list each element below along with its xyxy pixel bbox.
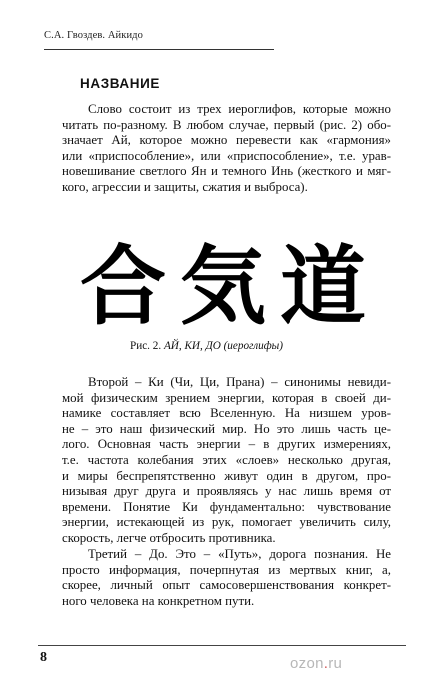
text-line: времени. Понятие Ки фундаментально: чувствование	[62, 499, 391, 514]
text-line: Второй – Ки (Чи, Ци, Прана) – синонимы невиди-	[88, 375, 391, 389]
header-rule	[44, 49, 274, 50]
text-line: читать по-разному. В любом случае, первый (рис. 2) обо-	[62, 117, 391, 132]
caption-text: АЙ, КИ, ДО (иероглифы)	[163, 340, 283, 352]
watermark-right: ru	[328, 655, 343, 672]
text-line: и миры беспрепятственно живут один в другом, про-	[62, 468, 391, 483]
text-line: скорость, легче отбросить противника.	[62, 530, 276, 545]
figure-caption	[130, 340, 370, 352]
hieroglyph-ki: 気	[180, 238, 266, 328]
text-line: энергии, истекающей из рук, помогает увеличить силу,	[62, 515, 391, 530]
watermark-left: ozon	[290, 655, 324, 672]
paragraph-2	[62, 375, 391, 547]
caption-label: Рис. 2.	[130, 340, 162, 352]
text-line: значает Ай, которое можно перевести как «гармония»	[62, 133, 391, 148]
text-line: скорее, личный опыт самосовершенствования конкрет-	[62, 578, 391, 593]
footer-rule	[38, 645, 406, 646]
hieroglyph-do: 道	[280, 238, 366, 328]
text-line: просто информация, почерпнутая из мертвых книг, а,	[62, 562, 391, 577]
text-line: т.е. частота колебания этих «слоев» несколько другая,	[62, 452, 391, 467]
text-line: кого, агрессии и защиты, сжатия и выброса).	[62, 179, 308, 194]
text-line: мой физическим зрением энергии, которая в своей ди-	[62, 390, 391, 405]
text-line: не – это наш физический мир. Но это лишь часть це-	[62, 421, 391, 436]
text-line: или «приспособление», или «приспособление», т.е. урав-	[62, 148, 391, 163]
page-number: 8	[40, 650, 47, 665]
text-line: ного человека на конкретном пути.	[62, 593, 255, 608]
text-line: новешивание светлого Ян и темного Инь (жесткого и мяг-	[62, 164, 391, 179]
text-line: намике составляет всю Вселенную. На низшем уров-	[62, 406, 391, 421]
text-line: Третий – До. Это – «Путь», дорога познания. Не	[88, 547, 391, 561]
text-line: лого. Основная часть энергии – в других измерениях,	[62, 437, 391, 452]
text-line: Слово состоит из трех иероглифов, которые можно	[88, 102, 391, 116]
ozon-watermark	[290, 655, 342, 672]
hieroglyph-ai: 合	[80, 238, 166, 328]
running-head: С.А. Гвоздев. Айкидо	[44, 30, 143, 41]
paragraph-3	[62, 547, 391, 609]
section-title: НАЗВАНИЕ	[80, 76, 161, 91]
hieroglyphs-figure	[75, 238, 375, 328]
watermark-dot: .	[323, 655, 329, 672]
paragraph-1	[62, 102, 391, 196]
text-line: низывая друг друга и проявляясь у нас лишь время от	[62, 484, 391, 499]
